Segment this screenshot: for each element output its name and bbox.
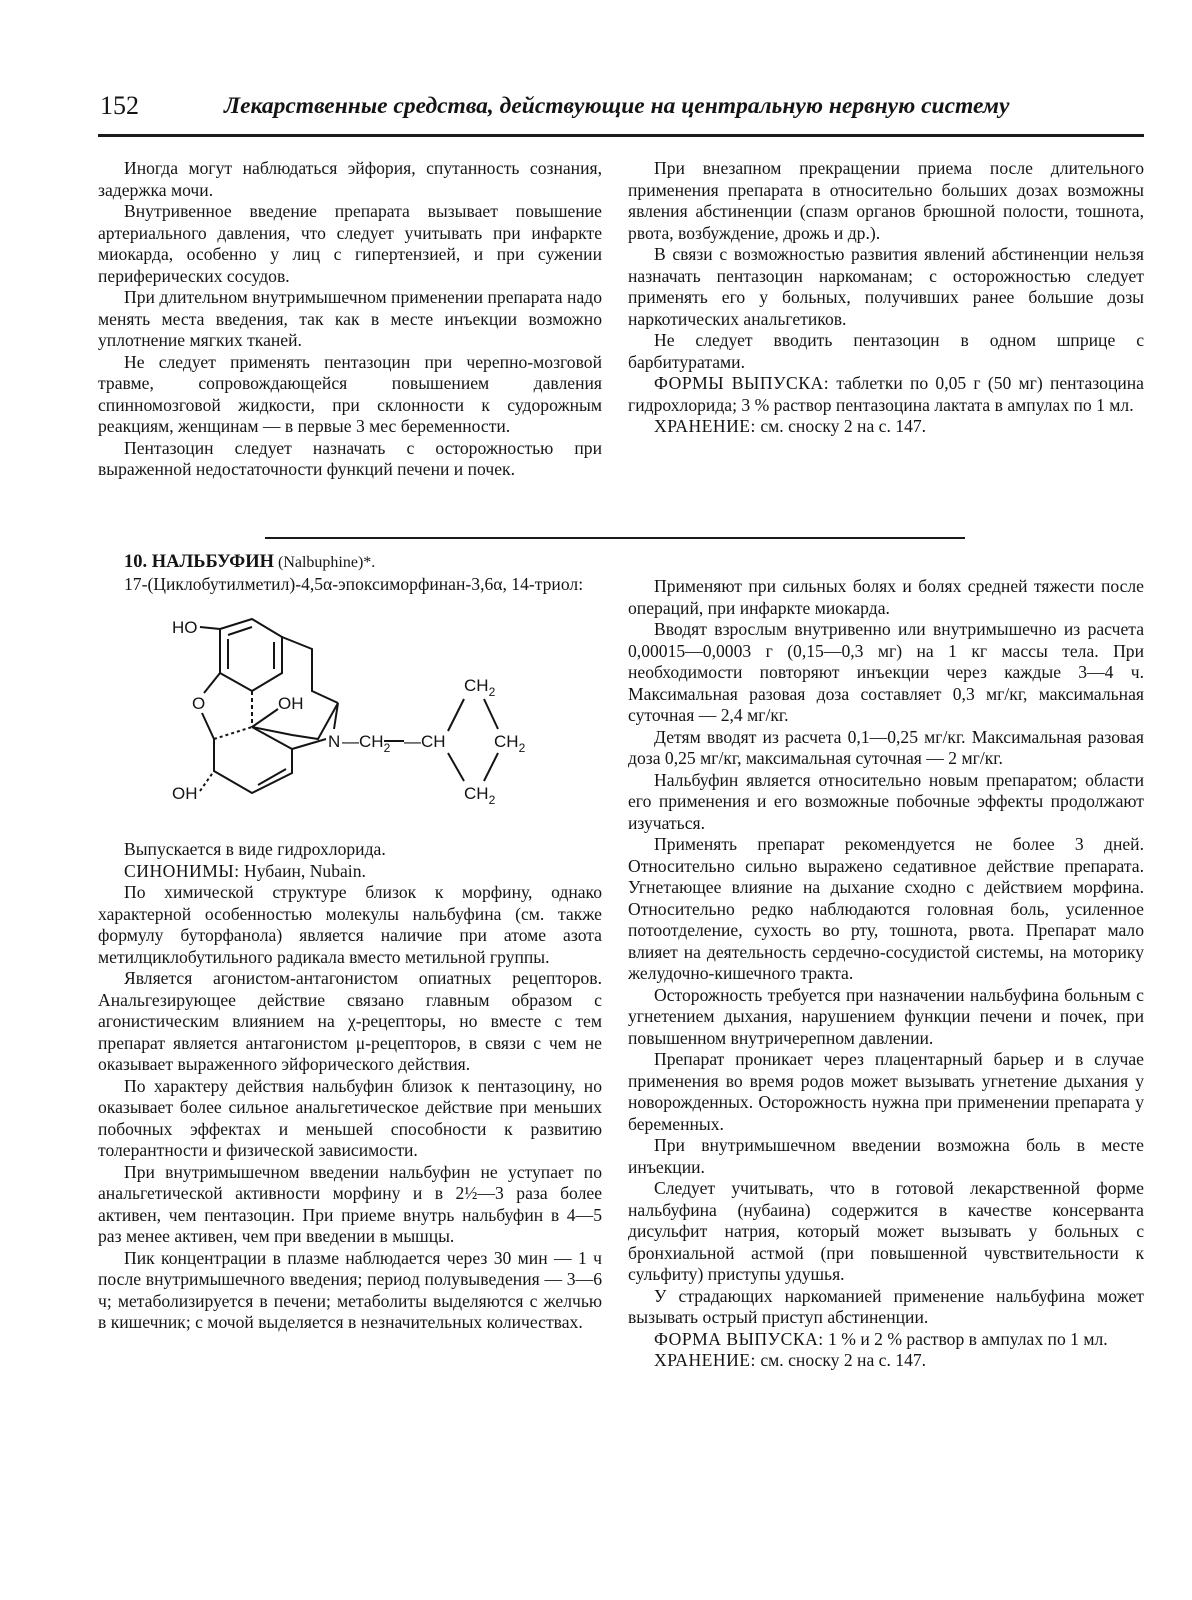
chemical-name: 17-(Циклобутилметил)-4,5α-эпоксиморфинан-3,6α, 14-триол:	[124, 573, 584, 594]
release-forms	[628, 373, 1144, 416]
release-form-label: ФОРМА ВЫПУСКА:	[654, 1328, 824, 1349]
paragraph: Детям вводят из расчета 0,1—0,25 мг/кг. Максимальная разовая доза 0,25 мг/кг, максимальная суточная — 2 мг/кг.	[628, 726, 1144, 768]
paragraph: Внутривенное введение препарата вызывает повышение артериального давления, что следует учитывать при инфаркте миокарда, особенно у лиц с гипертензией, и при сужении периферических сосудов.	[98, 201, 602, 286]
paragraph: При внутримышечном введении нальбуфин не уступает по анальгетической активности морфину и в 2½—3 раза более активен, чем пентазоцин. При приеме внутрь нальбуфин в 4—5 раз менее активен, чем при введении в мышцы.	[98, 1161, 602, 1246]
paragraph: Не следует вводить пентазоцин в одном шприце с барбитуратами.	[628, 330, 1144, 372]
paragraph: Вводят взрослым внутривенно или внутримышечно из расчета 0,00015—0,0003 г (0,15—0,3 мг) на 1 кг массы тела. При необходимости повторяют инъекции через каждые 3—4 ч. Максимальная разовая доза составляет 0,3 мг/кг, максимальная суточная — 2,4 мг/кг.	[628, 619, 1144, 725]
header-rule	[98, 134, 1144, 137]
paragraph: Препарат проникает через плацентарный барьер и в случае применения во время родов может вызывать угнетение дыхания у новорожденных. Осторожность нужна при применении препарата у беременных.	[628, 1049, 1144, 1134]
label-oh-bottom: OH	[172, 784, 198, 803]
paragraph: Осторожность требуется при назначении нальбуфина больным с угнетением дыхания, нарушением функции печени и почек, при повышенном внутричерепном давлении.	[628, 984, 1144, 1048]
paragraph: По химической структуре близок к морфину, однако характерной особенностью молекулы нальбуфина (см. также формулу буторфанола) является наличие при атоме азота метилциклобутильного радикала вместо метильной группы.	[98, 882, 602, 967]
label-ch2-top: $CH_2$	[464, 676, 496, 699]
synonyms	[98, 861, 602, 883]
paragraph: При внутримышечном введении возможна боль в месте инъекции.	[628, 1135, 1144, 1177]
paragraph: Является агонистом-антагонистом опиатных рецепторов. Анальгезирующее действие связано главным образом с агонистическим влиянием на χ-рецепторы, но вместе с тем препарат является антагонистом μ-рецепторов, в связи с чем не оказывает выраженного эйфорического действия.	[98, 968, 602, 1074]
aromatic-ring	[220, 619, 282, 691]
paragraph: Не следует применять пентазоцин при черепно-мозговой травме, сопровождающейся повышением давления спинномозговой жидкости, при склонности к судорожным реакциям, женщинам — в первые 3 мес беременности.	[98, 351, 602, 436]
paragraph: Нальбуфин является относительно новым препаратом; области его применения и его возможные побочные эффекты продолжают изучаться.	[628, 769, 1144, 833]
release-form	[628, 1329, 1144, 1351]
storage-text: см. сноску 2 на с. 147.	[755, 1350, 927, 1370]
paragraph: Пик концентрации в плазме наблюдается через 30 мин — 1 ч после внутримышечного введения; период полувыведения — 3—6 ч; метаболизируется в печени; метаболиты выделяются с желчью в кишечник; с мочой выделяется в незначительных количествах.	[98, 1247, 602, 1332]
storage	[628, 1350, 1144, 1372]
storage	[628, 416, 1144, 438]
nalbuphine-structure-diagram	[142, 609, 562, 829]
storage-text: см. сноску 2 на с. 147.	[755, 416, 927, 436]
paragraph: В связи с возможностью развития явлений абстиненции нельзя назначать пентазоцин наркоманам; с осторожностью следует применять его у больных, получивших ранее большие дозы наркотических анальгетиков.	[628, 244, 1144, 329]
label-n: N	[328, 732, 341, 751]
running-title: Лекарственные средства, действующие на центральную нервную систему	[224, 93, 1010, 119]
bottom-right-column	[628, 576, 1144, 1372]
paragraph: Применять препарат рекомендуется не более 3 дней. Относительно сильно выражено седативное действие препарата. Угнетающее влияние на дыхание сходно с действием морфина. Относительно редко наблюдаются головная боль, усиленное потоотделение, сухость во рту, тошнота, рвота. Препарат мало влияет на деятельность сердечно-сосудистой системы, на моторику желудочно-кишечного тракта.	[628, 834, 1144, 983]
paragraph: Следует учитывать, что в готовой лекарственной форме нальбуфина (нубаина) содержится в качестве консерванта дисульфит натрия, который может вызывать у больных с бронхиальной астмой (при повышенной чувствительности к сульфиту) приступы удушья.	[628, 1178, 1144, 1284]
paragraph: Иногда могут наблюдаться эйфория, спутанность сознания, задержка мочи.	[98, 158, 602, 200]
paragraph: При внезапном прекращении приема после длительного применения препарата в относительно больших дозах возможны явления абстиненции (спазм органов брюшной полости, тошнота, рвота, возбуждение, дрожь и др.).	[628, 158, 1144, 243]
paragraph: Пентазоцин следует назначать с осторожностью при выраженной недостаточности функций печени и почек.	[98, 437, 602, 479]
top-right-column	[628, 158, 1144, 438]
paragraph: При длительном внутримышечном применении препарата надо менять места введения, так как в месте инъекции возможно уплотнение мягких тканей.	[98, 287, 602, 350]
synonyms-text: Нубаин, Nubain.	[239, 860, 366, 881]
paragraph: Применяют при сильных болях и болях средней тяжести после операций, при инфаркте миокарда.	[628, 576, 1144, 618]
paragraph: У страдающих наркоманией применение нальбуфина может вызывать острый приступ абстиненции.	[628, 1285, 1144, 1327]
label-ch2-right: $CH_2$	[494, 732, 526, 755]
release-forms-label: ФОРМЫ ВЫПУСКА:	[654, 373, 830, 393]
paragraph: Выпускается в виде гидрохлорида.	[124, 839, 386, 859]
label-o-ring: O	[192, 694, 206, 713]
section-rule	[265, 537, 965, 539]
label-ch: —CH	[404, 732, 446, 751]
storage-label: ХРАНЕНИЕ:	[654, 1350, 756, 1370]
label-oh-mid: OH	[278, 694, 304, 713]
synonyms-label: СИНОНИМЫ:	[124, 860, 240, 881]
label-ch2-bottom: $CH_2$	[464, 784, 496, 807]
article-title	[98, 552, 602, 574]
release-form-text: 1 % и 2 % раствор в ампулах по 1 мл.	[823, 1328, 1108, 1349]
label-ch2-chain: $—CH_2$	[342, 732, 391, 755]
paragraph: По характеру действия нальбуфин близок к пентазоцину, но оказывает более сильное анальгетическое действие при меньших побочных эффектах и меньшей способности к развитию толерантности и физической зависимости.	[98, 1075, 602, 1160]
top-left-column	[98, 158, 602, 481]
article-title-latin: (Nalbuphine)*.	[273, 554, 376, 571]
page-number: 152	[100, 91, 139, 120]
release-forms-text: таблетки по 0,05 г (50 мг) пентазоцина гидрохлорида; 3 % раствор пентазоцина лактата в ампулах по 1 мл.	[628, 373, 1144, 415]
storage-label: ХРАНЕНИЕ:	[654, 416, 756, 436]
article-title-text: 10. НАЛЬБУФИН	[124, 552, 274, 572]
label-ho-top: HO	[172, 618, 198, 637]
bottom-left-column	[98, 552, 602, 1334]
